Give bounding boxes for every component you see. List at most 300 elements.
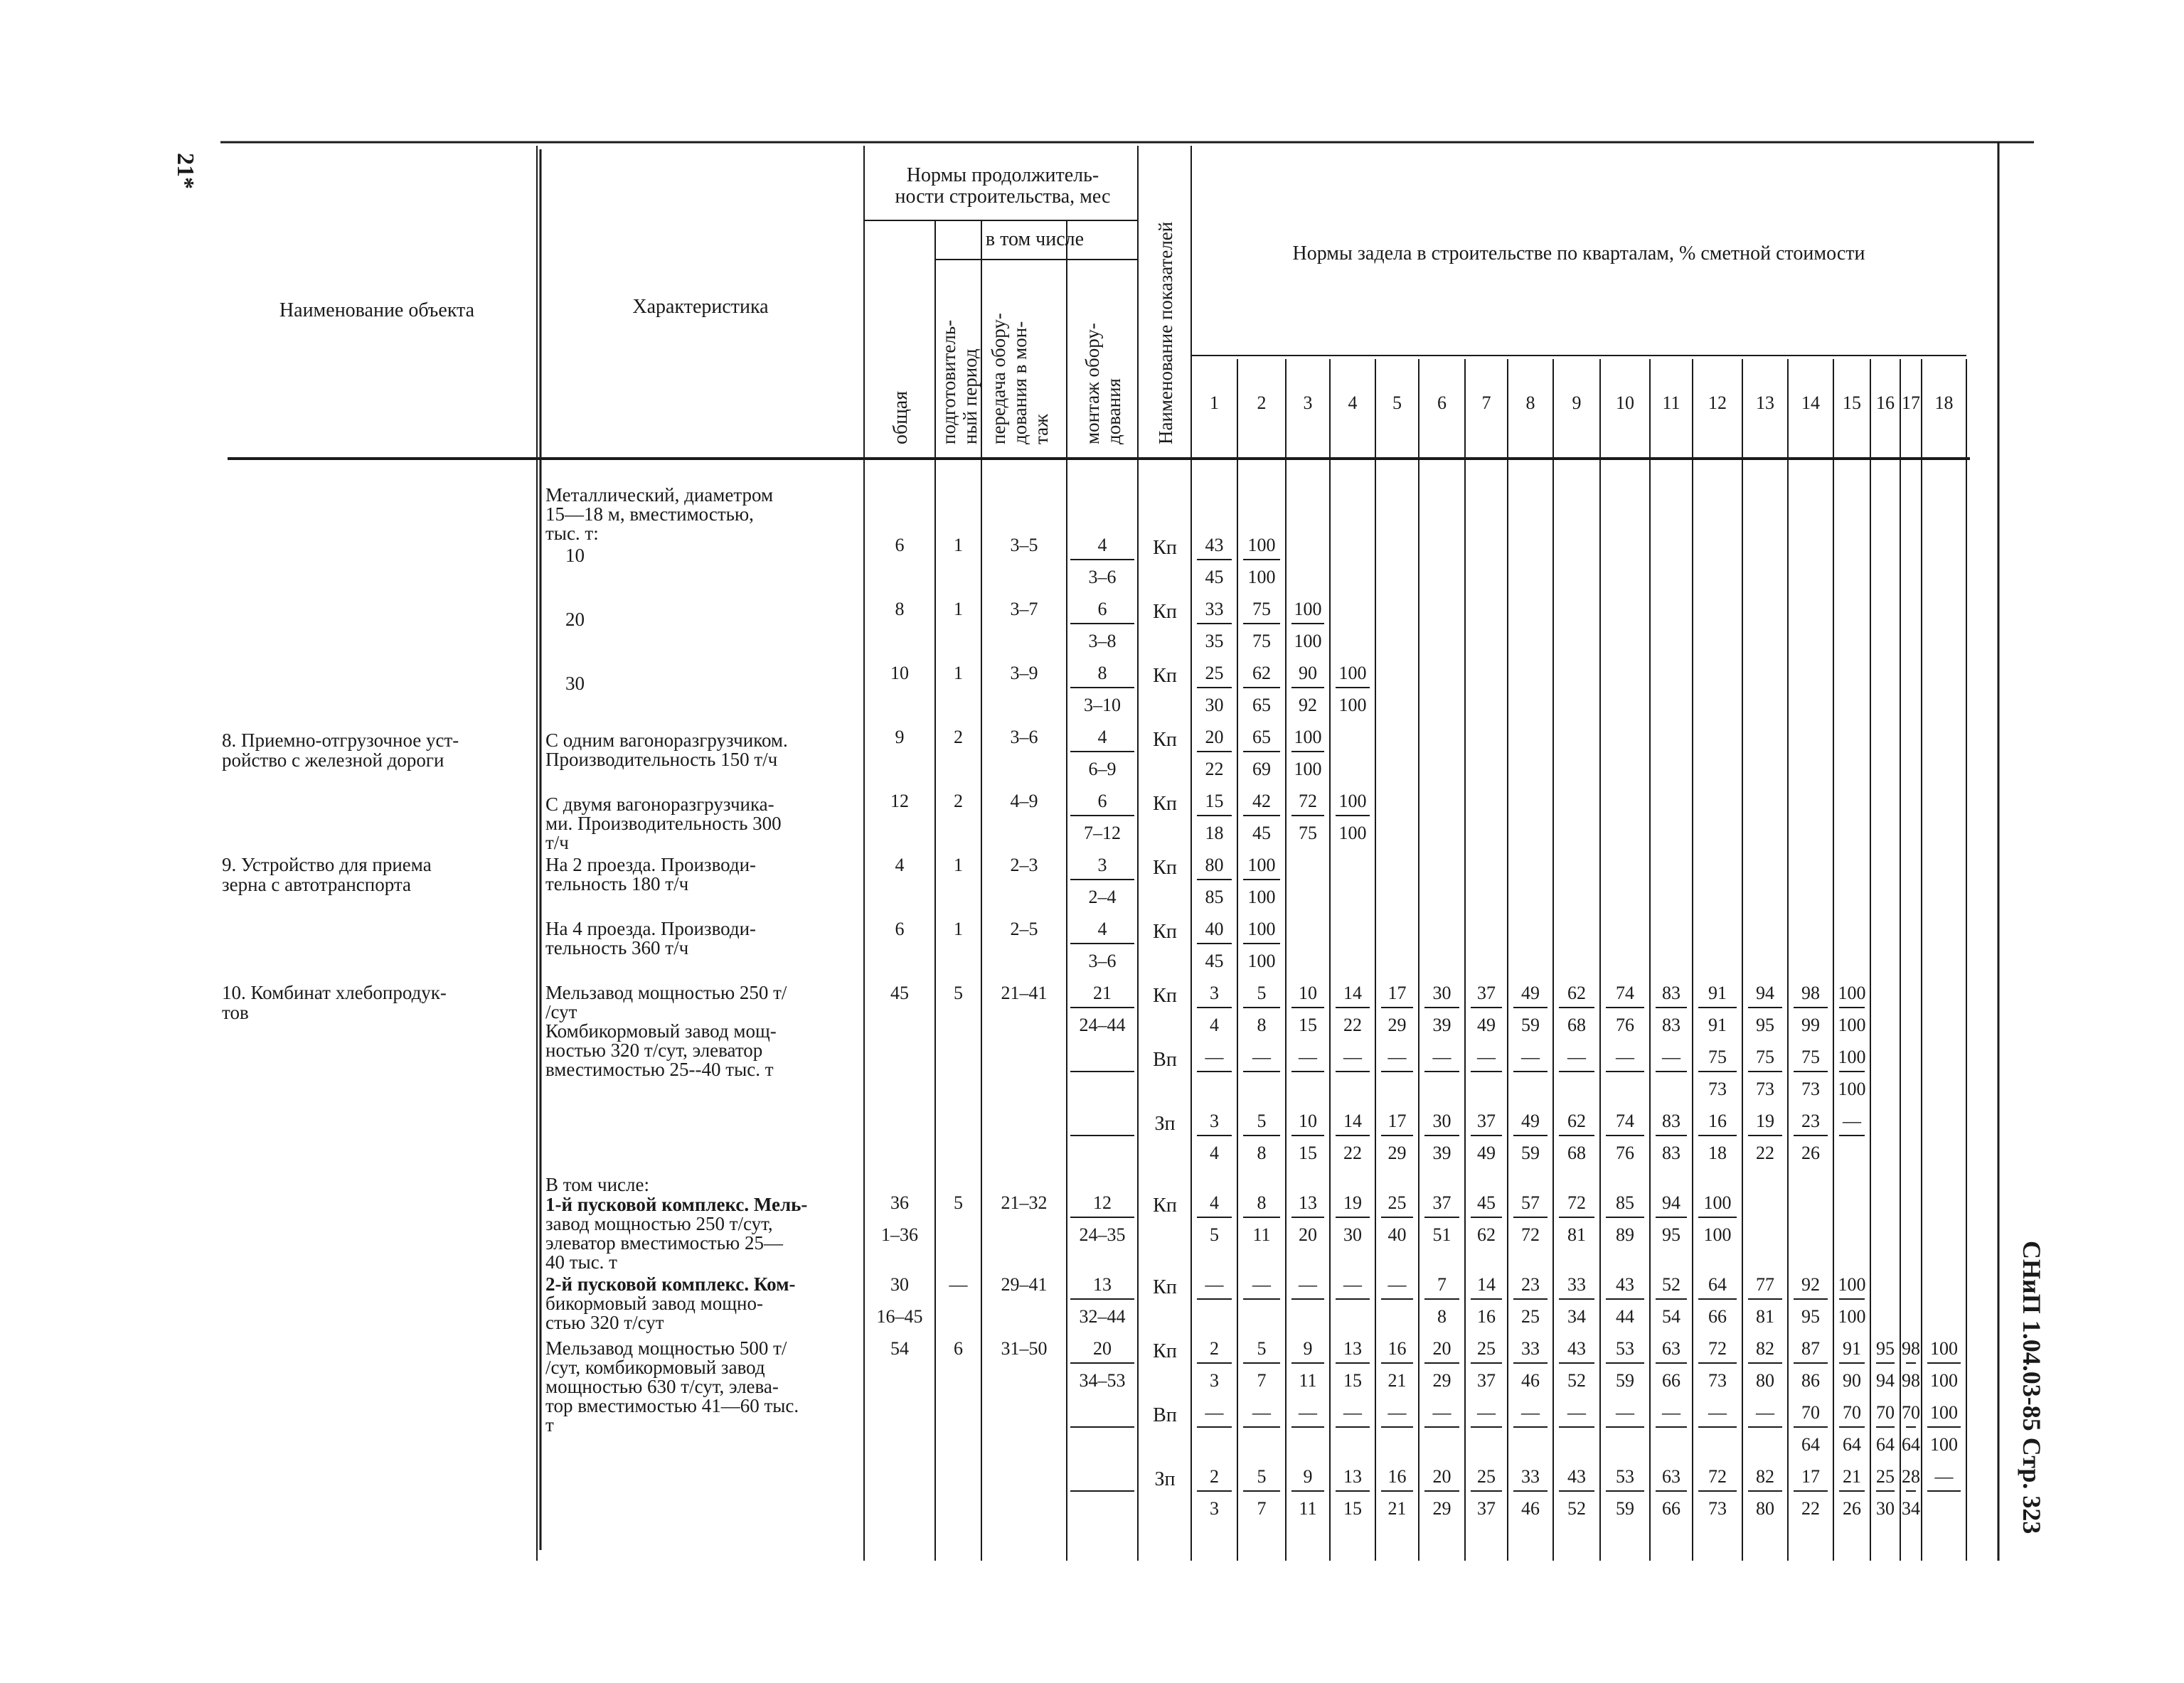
backlog-value: 95 xyxy=(1801,1306,1820,1327)
characteristic-text: Мельзавод мощностью 250 т/ xyxy=(545,982,787,1003)
backlog-value: 59 xyxy=(1521,1015,1540,1035)
equip-install: 4 xyxy=(1097,727,1107,747)
backlog-value: 100 xyxy=(1338,695,1367,715)
characteristic-text: т xyxy=(545,1414,554,1436)
backlog-value: 91 xyxy=(1708,983,1727,1003)
backlog-value: — xyxy=(1567,1047,1586,1067)
backlog-value: 5 xyxy=(1257,1111,1267,1131)
characteristic-text: 10 xyxy=(565,545,585,566)
backlog-value: 49 xyxy=(1477,1143,1496,1163)
quarter-header: 9 xyxy=(1572,392,1582,413)
backlog-value: 19 xyxy=(1756,1111,1774,1131)
backlog-value: 17 xyxy=(1387,1111,1407,1131)
backlog-value: 22 xyxy=(1343,1015,1362,1035)
quarter-header: 6 xyxy=(1437,392,1447,413)
object-name: ройство с железной дороги xyxy=(222,749,444,771)
backlog-value: 85 xyxy=(1205,887,1224,907)
backlog-value: 15 xyxy=(1343,1498,1362,1519)
header-indicator-name: Наименование показателей xyxy=(1155,221,1176,444)
backlog-value: 42 xyxy=(1252,791,1271,811)
indicator-symbol: Кп xyxy=(1153,665,1177,687)
characteristic-text: /сут, комбикормовый завод xyxy=(545,1357,765,1378)
backlog-value: 34 xyxy=(1902,1498,1920,1519)
quarter-header: 16 xyxy=(1876,392,1895,413)
backlog-value: 4 xyxy=(1210,1015,1219,1035)
total-duration: 45 xyxy=(890,983,909,1003)
backlog-value: 64 xyxy=(1876,1434,1895,1455)
backlog-value: 15 xyxy=(1343,1370,1362,1391)
backlog-value: — xyxy=(1567,1402,1586,1423)
backlog-value: 82 xyxy=(1756,1466,1774,1487)
page-marker: 21* xyxy=(172,153,198,189)
backlog-value: 66 xyxy=(1708,1306,1727,1327)
backlog-value: 62 xyxy=(1252,663,1271,683)
equip-install: 3–6 xyxy=(1088,951,1117,971)
total-duration: 6 xyxy=(895,919,905,939)
backlog-value: 37 xyxy=(1477,1370,1496,1391)
equip-install: 6–9 xyxy=(1088,759,1117,779)
prep-period: 1 xyxy=(954,599,963,619)
backlog-value: 100 xyxy=(1838,983,1866,1003)
backlog-value: — xyxy=(1432,1402,1451,1423)
backlog-value: 5 xyxy=(1257,1338,1267,1359)
backlog-value: — xyxy=(1934,1466,1954,1487)
backlog-value: 91 xyxy=(1843,1338,1861,1359)
characteristic-text: бикормовый завод мощно- xyxy=(545,1293,763,1314)
object-name: зерна с автотранспорта xyxy=(222,874,411,895)
backlog-value: 62 xyxy=(1477,1224,1496,1245)
backlog-value: 100 xyxy=(1247,919,1276,939)
backlog-value: 82 xyxy=(1756,1338,1774,1359)
backlog-value: 85 xyxy=(1616,1192,1634,1213)
backlog-value: 2 xyxy=(1210,1466,1219,1487)
backlog-value: 22 xyxy=(1756,1143,1774,1163)
backlog-value: 100 xyxy=(1294,631,1322,651)
backlog-value: 72 xyxy=(1521,1224,1540,1245)
backlog-value: 8 xyxy=(1257,1192,1267,1213)
backlog-value: 22 xyxy=(1343,1143,1362,1163)
backlog-value: 83 xyxy=(1662,1143,1680,1163)
indicator-symbol: Кп xyxy=(1153,1340,1177,1362)
equip-install: 20 xyxy=(1093,1338,1112,1359)
indicator-symbol: Кп xyxy=(1153,921,1177,943)
equip-install: 3–8 xyxy=(1088,631,1117,651)
backlog-value: 81 xyxy=(1756,1306,1774,1327)
backlog-value: 52 xyxy=(1662,1274,1680,1295)
total-duration: 36 xyxy=(890,1192,909,1213)
backlog-value: 100 xyxy=(1247,887,1276,907)
backlog-value: 40 xyxy=(1387,1224,1407,1245)
total-duration: 1–36 xyxy=(881,1224,918,1245)
backlog-value: 100 xyxy=(1838,1015,1866,1035)
indicator-symbol: Кп xyxy=(1153,857,1177,879)
backlog-value: 7 xyxy=(1257,1370,1267,1391)
backlog-value: 5 xyxy=(1210,1224,1219,1245)
backlog-value: 4 xyxy=(1210,1143,1219,1163)
equip-install: 3 xyxy=(1097,855,1107,875)
backlog-value: 80 xyxy=(1205,855,1224,875)
backlog-value: 95 xyxy=(1662,1224,1680,1245)
indicator-symbol: Кп xyxy=(1153,537,1177,559)
backlog-value: 65 xyxy=(1252,727,1271,747)
backlog-value: 25 xyxy=(1477,1466,1496,1487)
backlog-value: 15 xyxy=(1299,1143,1317,1163)
backlog-value: 59 xyxy=(1616,1498,1634,1519)
backlog-value: 16 xyxy=(1387,1466,1407,1487)
equip-install: 8 xyxy=(1097,663,1107,683)
indicator-symbol: Кп xyxy=(1153,985,1177,1007)
total-duration: 6 xyxy=(895,535,905,555)
backlog-value: 100 xyxy=(1703,1224,1732,1245)
backlog-value: 13 xyxy=(1343,1338,1362,1359)
backlog-value: 49 xyxy=(1521,1111,1540,1131)
backlog-value: 5 xyxy=(1257,1466,1267,1487)
backlog-value: — xyxy=(1387,1274,1407,1295)
backlog-value: 21 xyxy=(1843,1466,1861,1487)
backlog-value: 25 xyxy=(1387,1192,1407,1213)
quarter-header: 17 xyxy=(1902,392,1920,413)
backlog-value: — xyxy=(1299,1047,1317,1067)
backlog-value: 68 xyxy=(1567,1015,1586,1035)
backlog-value: 3 xyxy=(1210,1111,1219,1131)
backlog-value: — xyxy=(1387,1047,1407,1067)
backlog-value: 94 xyxy=(1756,983,1774,1003)
backlog-value: 91 xyxy=(1708,1015,1727,1035)
backlog-value: 57 xyxy=(1521,1192,1540,1213)
backlog-value: 40 xyxy=(1205,919,1224,939)
backlog-value: 73 xyxy=(1801,1079,1820,1099)
backlog-value: 81 xyxy=(1567,1224,1586,1245)
equip-install: 32–44 xyxy=(1079,1306,1126,1327)
backlog-value: 99 xyxy=(1801,1015,1820,1035)
backlog-value: 92 xyxy=(1801,1274,1820,1295)
equip-install: 6 xyxy=(1097,599,1107,619)
backlog-value: 66 xyxy=(1662,1370,1680,1391)
prep-period: 1 xyxy=(954,919,963,939)
characteristic-text: вместимостью 25--40 тыс. т xyxy=(545,1059,774,1080)
backlog-value: 100 xyxy=(1838,1047,1866,1067)
indicator-symbol: Кп xyxy=(1153,793,1177,815)
backlog-value: 59 xyxy=(1521,1143,1540,1163)
backlog-value: 8 xyxy=(1257,1015,1267,1035)
backlog-value: 90 xyxy=(1843,1370,1861,1391)
header-duration-norms: ности строительства, мес xyxy=(895,186,1111,208)
backlog-value: 54 xyxy=(1662,1306,1680,1327)
backlog-value: — xyxy=(1616,1402,1634,1423)
equip-install: 21 xyxy=(1093,983,1112,1003)
backlog-value: 3 xyxy=(1210,983,1219,1003)
backlog-value: 30 xyxy=(1343,1224,1362,1245)
backlog-value: 65 xyxy=(1252,695,1271,715)
backlog-value: 75 xyxy=(1252,599,1271,619)
backlog-value: 53 xyxy=(1616,1466,1634,1487)
equip-install: 6 xyxy=(1097,791,1107,811)
backlog-value: 26 xyxy=(1801,1143,1820,1163)
backlog-value: — xyxy=(1343,1274,1362,1295)
backlog-value: 18 xyxy=(1205,823,1224,843)
prep-period: 2 xyxy=(954,791,963,811)
characteristic-text: 15—18 м, вместимостью, xyxy=(545,503,754,525)
quarter-header: 4 xyxy=(1348,392,1358,413)
equip-install: 12 xyxy=(1093,1192,1112,1213)
backlog-value: 21 xyxy=(1387,1498,1407,1519)
backlog-value: 70 xyxy=(1801,1402,1820,1423)
backlog-value: 33 xyxy=(1205,599,1224,619)
backlog-value: 100 xyxy=(1247,855,1276,875)
backlog-value: 76 xyxy=(1616,1143,1634,1163)
equip-install: 13 xyxy=(1093,1274,1112,1295)
backlog-value: 29 xyxy=(1387,1015,1407,1035)
equip-transfer: 4–9 xyxy=(1010,791,1038,811)
total-duration: 10 xyxy=(890,663,909,683)
prep-period: 1 xyxy=(954,535,963,555)
backlog-value: 75 xyxy=(1252,631,1271,651)
backlog-value: 18 xyxy=(1708,1143,1727,1163)
backlog-value: 2 xyxy=(1210,1338,1219,1359)
backlog-value: 70 xyxy=(1876,1402,1895,1423)
indicator-symbol: Кп xyxy=(1153,729,1177,751)
characteristic-text: тыс. т: xyxy=(545,523,599,544)
backlog-value: 75 xyxy=(1299,823,1317,843)
backlog-value: 29 xyxy=(1432,1370,1451,1391)
backlog-value: 64 xyxy=(1801,1434,1820,1455)
total-duration: 16–45 xyxy=(876,1306,923,1327)
characteristic-text: элеватор вместимостью 25— xyxy=(545,1232,783,1254)
backlog-value: 43 xyxy=(1205,535,1224,555)
equip-transfer: 29–41 xyxy=(1001,1274,1048,1295)
backlog-value: 64 xyxy=(1708,1274,1727,1295)
backlog-value: 53 xyxy=(1616,1338,1634,1359)
backlog-value: 62 xyxy=(1567,983,1586,1003)
backlog-value: 98 xyxy=(1902,1370,1920,1391)
backlog-value: 74 xyxy=(1616,1111,1634,1131)
backlog-value: 7 xyxy=(1257,1498,1267,1519)
quarter-header: 1 xyxy=(1210,392,1219,413)
characteristic-text: т/ч xyxy=(545,832,569,853)
backlog-value: 45 xyxy=(1252,823,1271,843)
backlog-value: 43 xyxy=(1616,1274,1634,1295)
backlog-value: 66 xyxy=(1662,1498,1680,1519)
backlog-value: 100 xyxy=(1247,951,1276,971)
backlog-value: 17 xyxy=(1801,1466,1820,1487)
backlog-value: 87 xyxy=(1801,1338,1820,1359)
quarter-header: 13 xyxy=(1756,392,1774,413)
equip-transfer: 3–6 xyxy=(1010,727,1038,747)
backlog-value: 100 xyxy=(1838,1274,1866,1295)
quarter-header: 15 xyxy=(1843,392,1861,413)
backlog-value: 73 xyxy=(1708,1079,1727,1099)
characteristic-text: ностью 320 т/сут, элеватор xyxy=(545,1040,763,1061)
indicator-symbol: Зп xyxy=(1154,1113,1176,1135)
backlog-value: — xyxy=(1662,1402,1680,1423)
backlog-value: — xyxy=(1205,1402,1224,1423)
backlog-value: 83 xyxy=(1662,983,1680,1003)
backlog-value: 100 xyxy=(1338,663,1367,683)
characteristic-text: Производительность 150 т/ч xyxy=(545,749,778,770)
backlog-value: 3 xyxy=(1210,1498,1219,1519)
backlog-value: 30 xyxy=(1876,1498,1895,1519)
backlog-value: 100 xyxy=(1838,1306,1866,1327)
backlog-value: 22 xyxy=(1205,759,1224,779)
backlog-value: 74 xyxy=(1616,983,1634,1003)
backlog-value: 20 xyxy=(1205,727,1224,747)
backlog-value: 17 xyxy=(1387,983,1407,1003)
backlog-value: 16 xyxy=(1708,1111,1727,1131)
header-characteristic: Характеристика xyxy=(632,296,769,318)
backlog-value: 52 xyxy=(1567,1498,1586,1519)
header-backlog-norms: Нормы задела в строительстве по кварталам, % сметной стоимости xyxy=(1292,242,1865,265)
backlog-value: 16 xyxy=(1477,1306,1496,1327)
prep-period: 1 xyxy=(954,663,963,683)
backlog-value: 20 xyxy=(1432,1466,1451,1487)
backlog-value: 4 xyxy=(1210,1192,1219,1213)
backlog-value: 46 xyxy=(1521,1498,1540,1519)
backlog-value: 100 xyxy=(1703,1192,1732,1213)
total-duration: 8 xyxy=(895,599,905,619)
backlog-value: 25 xyxy=(1205,663,1224,683)
backlog-value: 9 xyxy=(1303,1338,1313,1359)
backlog-value: 77 xyxy=(1756,1274,1774,1295)
backlog-value: 52 xyxy=(1567,1370,1586,1391)
indicator-symbol: Кп xyxy=(1153,1195,1177,1217)
backlog-value: 98 xyxy=(1801,983,1820,1003)
prep-period: 1 xyxy=(954,855,963,875)
backlog-value: — xyxy=(1205,1047,1224,1067)
backlog-value: 89 xyxy=(1616,1224,1634,1245)
total-duration: 4 xyxy=(895,855,905,875)
backlog-value: 72 xyxy=(1708,1466,1727,1487)
backlog-value: — xyxy=(1521,1402,1540,1423)
characteristic-text: стью 320 т/сут xyxy=(545,1312,664,1333)
characteristic-text: тор вместимостью 41—60 тыс. xyxy=(545,1395,799,1416)
backlog-value: 68 xyxy=(1567,1143,1586,1163)
characteristic-text: ми. Производительность 300 xyxy=(545,813,782,834)
quarter-header: 14 xyxy=(1801,392,1820,413)
backlog-value: 25 xyxy=(1876,1466,1895,1487)
backlog-value: 39 xyxy=(1432,1015,1451,1035)
quarter-header: 3 xyxy=(1303,392,1313,413)
backlog-value: 20 xyxy=(1432,1338,1451,1359)
backlog-value: — xyxy=(1299,1402,1317,1423)
equip-transfer: 3–7 xyxy=(1010,599,1038,619)
characteristic-text: На 4 проезда. Производи- xyxy=(545,918,757,939)
backlog-value: 80 xyxy=(1756,1370,1774,1391)
characteristic-text: /сут xyxy=(545,1001,577,1022)
equip-install: 34–53 xyxy=(1079,1370,1126,1391)
backlog-value: 13 xyxy=(1299,1192,1317,1213)
backlog-value: 16 xyxy=(1387,1338,1407,1359)
total-duration: 12 xyxy=(890,791,909,811)
backlog-value: 80 xyxy=(1756,1498,1774,1519)
header-equip-transfer: дования в мон- xyxy=(1009,321,1030,444)
backlog-value: — xyxy=(1252,1274,1271,1295)
backlog-value: — xyxy=(1843,1111,1861,1131)
backlog-value: 72 xyxy=(1708,1338,1727,1359)
backlog-value: 49 xyxy=(1521,983,1540,1003)
backlog-value: 95 xyxy=(1876,1338,1895,1359)
characteristic-text: 1-й пусковой комплекс. Мель- xyxy=(545,1194,808,1215)
equip-transfer: 31–50 xyxy=(1001,1338,1048,1359)
backlog-value: 94 xyxy=(1662,1192,1680,1213)
backlog-value: 62 xyxy=(1567,1111,1586,1131)
backlog-value: 75 xyxy=(1708,1047,1727,1067)
backlog-value: 63 xyxy=(1662,1466,1680,1487)
backlog-value: 30 xyxy=(1432,983,1451,1003)
backlog-value: 33 xyxy=(1567,1274,1586,1295)
backlog-value: 75 xyxy=(1756,1047,1774,1067)
backlog-value: 64 xyxy=(1902,1434,1920,1455)
indicator-symbol: Зп xyxy=(1154,1468,1176,1490)
object-name: 10. Комбинат хлебопродук- xyxy=(222,982,447,1003)
header-equip-transfer: передача обору- xyxy=(988,313,1009,444)
backlog-value: 73 xyxy=(1756,1079,1774,1099)
equip-install: 3–10 xyxy=(1084,695,1121,715)
object-name: тов xyxy=(222,1002,249,1023)
characteristic-text: С одним вагоноразгрузчиком. xyxy=(545,730,788,751)
indicator-symbol: Кп xyxy=(1153,601,1177,623)
backlog-value: 83 xyxy=(1662,1015,1680,1035)
indicator-symbol: Кп xyxy=(1153,1276,1177,1298)
characteristic-text: мощностью 630 т/сут, элева- xyxy=(545,1376,779,1397)
backlog-value: 100 xyxy=(1294,599,1322,619)
backlog-value: — xyxy=(1343,1402,1362,1423)
backlog-value: 13 xyxy=(1343,1466,1362,1487)
backlog-value: — xyxy=(1252,1402,1271,1423)
quarter-header: 11 xyxy=(1662,392,1680,413)
backlog-value: 70 xyxy=(1843,1402,1861,1423)
characteristic-text: На 2 проезда. Производи- xyxy=(545,854,757,875)
backlog-value: 37 xyxy=(1477,1111,1496,1131)
backlog-value: 35 xyxy=(1205,631,1224,651)
backlog-value: 72 xyxy=(1567,1192,1586,1213)
prep-period: — xyxy=(949,1274,968,1295)
backlog-value: 63 xyxy=(1662,1338,1680,1359)
backlog-value: 34 xyxy=(1567,1306,1586,1327)
backlog-value: 39 xyxy=(1432,1143,1451,1163)
backlog-value: 100 xyxy=(1338,823,1367,843)
backlog-value: 11 xyxy=(1299,1498,1317,1519)
backlog-value: 33 xyxy=(1521,1466,1540,1487)
indicator-symbol: Вп xyxy=(1153,1049,1177,1071)
equip-transfer: 3–9 xyxy=(1010,663,1038,683)
backlog-value: 19 xyxy=(1343,1192,1362,1213)
side-title: СНиП 1.04.03-85 Стр. 323 xyxy=(2018,1241,2046,1534)
equip-transfer: 21–32 xyxy=(1001,1192,1048,1213)
total-duration: 9 xyxy=(895,727,905,747)
characteristic-text: тельность 360 т/ч xyxy=(545,937,689,958)
backlog-value: — xyxy=(1616,1047,1634,1067)
backlog-value: 15 xyxy=(1205,791,1224,811)
backlog-value: 11 xyxy=(1299,1370,1317,1391)
prep-period: 2 xyxy=(954,727,963,747)
backlog-value: 33 xyxy=(1521,1338,1540,1359)
backlog-value: 51 xyxy=(1432,1224,1451,1245)
header-equip-transfer: таж xyxy=(1030,414,1052,444)
backlog-value: 37 xyxy=(1477,983,1496,1003)
equip-transfer: 3–5 xyxy=(1010,535,1038,555)
backlog-value: 43 xyxy=(1567,1466,1586,1487)
backlog-value: 45 xyxy=(1205,567,1224,587)
characteristic-text: В том числе: xyxy=(545,1174,649,1195)
indicator-symbol: Вп xyxy=(1153,1404,1177,1426)
backlog-value: 28 xyxy=(1902,1466,1920,1487)
quarter-header: 12 xyxy=(1708,392,1727,413)
backlog-value: 73 xyxy=(1708,1498,1727,1519)
backlog-value: 73 xyxy=(1708,1370,1727,1391)
total-duration: 30 xyxy=(890,1274,909,1295)
characteristic-text: С двумя вагоноразгрузчика- xyxy=(545,794,774,815)
equip-transfer: 21–41 xyxy=(1001,983,1048,1003)
